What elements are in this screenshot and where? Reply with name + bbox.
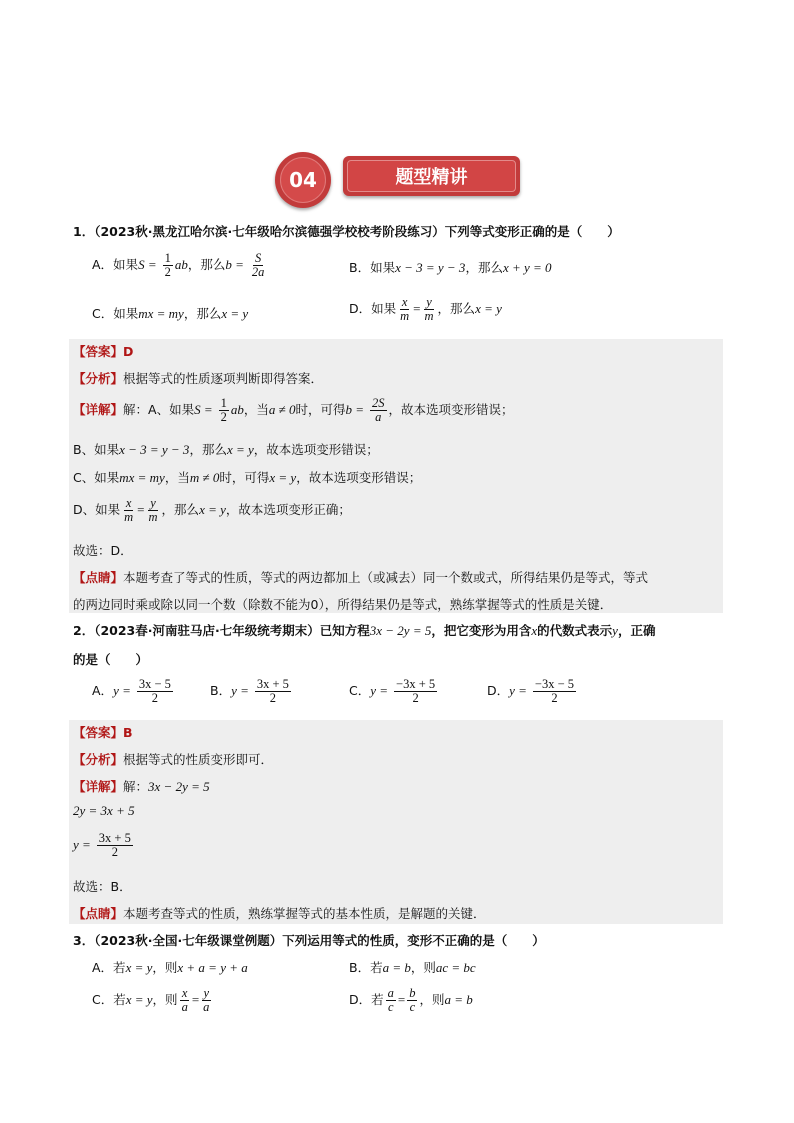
q1-analysis: 【分析】根据等式的性质逐项判断即得答案．	[73, 371, 324, 386]
q1-stem: 1．（2023秋·黑龙江哈尔滨·七年级哈尔滨德强学校校考阶段练习）下列等式变形正确的是（ ）	[73, 224, 620, 239]
q1-option-a: A．如果S = $\frac{1}{2}$ ab，那么b = $\frac{S}{2a}$	[92, 251, 265, 280]
q1-detail-a: 【详解】解：A、如果S = $\frac{1}{2}$ ab，当a ≠ 0时，可得b = $\frac{2S}{a}$ ，故本选项变形错误；	[73, 396, 514, 425]
q1-answer: 【答案】D	[73, 344, 134, 359]
section-title-banner	[343, 156, 520, 196]
q1-choose: 故选：D．	[73, 543, 133, 558]
q2-choose: 故选：B．	[73, 879, 132, 894]
q3-option-b: B．若a = b，则ac = bc	[349, 960, 476, 975]
section-number: 04	[289, 168, 317, 192]
section-title: 题型精讲	[395, 167, 468, 188]
q2-analysis: 【分析】根据等式的性质变形即可．	[73, 752, 274, 767]
q2-comment: 【点睛】本题考查等式的性质，熟练掌握等式的基本性质，是解题的关键．	[73, 906, 486, 921]
q3-option-d: D．若 $\frac{a}{c}$ = $\frac{b}{c}$ ，则a = b	[349, 986, 473, 1015]
q3-option-a: A．若x = y，则x + a = y + a	[92, 960, 248, 975]
q2-detail-3: y = $\frac{3x + 5}{2}$	[73, 831, 131, 860]
q1-comment-2: 的两边同时乘或除以同一个数（除数不能为0），所得结果仍是等式，熟练掌握等式的性质是关键．	[73, 597, 613, 612]
q1-detail-b: B、如果x − 3 = y − 3，那么x = y，故本选项变形错误；	[73, 442, 379, 457]
q2-option-a: A．y = $\frac{3x - 5}{2}$	[92, 677, 171, 706]
q2-stem-line1: 2．（2023春·河南驻马店·七年级统考期末）已知方程3x − 2y = 5，把它变形为用含x的代数式表示y，正确	[73, 623, 656, 638]
q1-option-d: D．如果 $\frac{x}{m}$ = $\frac{y}{m}$ ，那么x = y	[349, 295, 502, 324]
q1-detail-d: D、如果 $\frac{x}{m}$ = $\frac{y}{m}$ ，那么x = y，故本选项变形正确；	[73, 496, 351, 525]
q2-option-c: C．y = $\frac{-3x + 5}{2}$	[349, 677, 436, 706]
q1-comment-1: 【点睛】本题考查了等式的性质，等式的两边都加上（或减去）同一个数或式，所得结果仍是等式，等式	[73, 570, 649, 585]
q2-answer: 【答案】B	[73, 725, 133, 740]
q1-option-b: B．如果x − 3 = y − 3，那么x + y = 0	[349, 260, 552, 275]
section-number-badge	[275, 152, 331, 208]
q2-detail-2: 2y = 3x + 5	[73, 803, 135, 818]
q2-option-b: B．y = $\frac{3x + 5}{2}$	[210, 677, 289, 706]
q3-stem: 3．（2023秋·全国·七年级课堂例题）下列运用等式的性质，变形不正确的是（ ）	[73, 933, 545, 948]
q1-detail-c: C、如果mx = my，当m ≠ 0时，可得x = y，故本选项变形错误；	[73, 470, 422, 485]
q2-detail-1: 【详解】解：3x − 2y = 5	[73, 779, 210, 794]
q2-stem-line2: 的是（ ）	[73, 652, 149, 667]
q2-option-d: D．y = $\frac{-3x - 5}{2}$	[487, 677, 575, 706]
q1-option-c: C．如果mx = my，那么x = y	[92, 306, 249, 321]
q3-option-c: C．若x = y，则 $\frac{x}{a}$ = $\frac{y}{a}$	[92, 986, 210, 1015]
